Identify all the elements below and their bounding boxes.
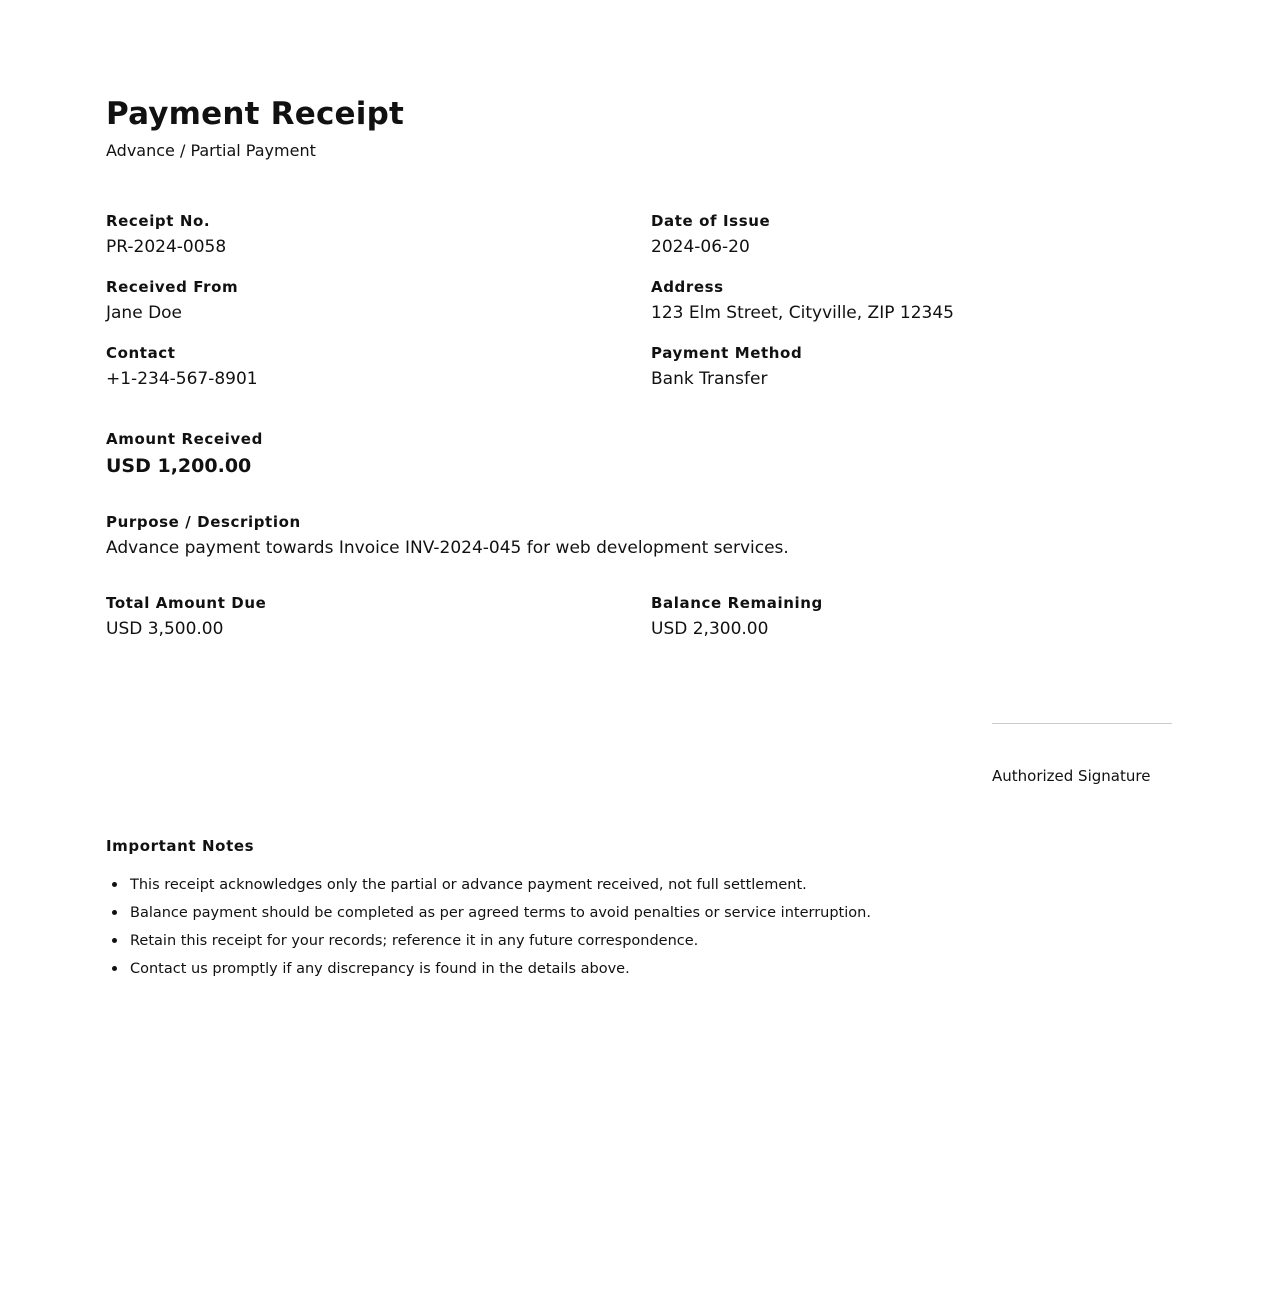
bullet-icon <box>112 966 117 971</box>
notes-title: Important Notes <box>106 837 255 855</box>
amount-received-field <box>106 429 263 477</box>
payment-method-label: Payment Method <box>651 344 803 362</box>
receipt-no-field <box>106 211 226 258</box>
note-text: Retain this receipt for your records; reference it in any future correspondence. <box>130 933 699 949</box>
note-text: This receipt acknowledges only the partial or advance payment received, not full settlement. <box>130 877 807 893</box>
purpose-value: Advance payment towards Invoice INV-2024-045 for web development services. <box>106 538 789 558</box>
note-item <box>130 930 871 958</box>
receipt-no-label: Receipt No. <box>106 212 211 230</box>
balance-remaining-field <box>651 593 823 640</box>
signature-line <box>992 723 1172 724</box>
receipt-no-value: PR-2024-0058 <box>106 237 227 257</box>
payment-method-field <box>651 343 802 390</box>
bullet-icon <box>112 882 117 887</box>
purpose-label: Purpose / Description <box>106 513 301 531</box>
note-text: Balance payment should be completed as per agreed terms to avoid penalties or service interruption. <box>130 905 871 921</box>
address-label: Address <box>651 278 724 296</box>
page-subtitle: Advance / Partial Payment <box>106 141 316 160</box>
purpose-field <box>106 512 789 559</box>
signature-label: Authorized Signature <box>992 767 1151 785</box>
received-from-value: Jane Doe <box>106 303 183 323</box>
balance-remaining-label: Balance Remaining <box>651 594 823 612</box>
note-item <box>130 958 871 986</box>
contact-field <box>106 343 258 390</box>
date-of-issue-value: 2024-06-20 <box>651 237 750 257</box>
date-of-issue-field <box>651 211 770 258</box>
note-item <box>130 874 871 902</box>
received-from-field <box>106 277 238 324</box>
amount-received-value: USD 1,200.00 <box>106 455 252 477</box>
address-field <box>651 277 954 324</box>
date-of-issue-label: Date of Issue <box>651 212 771 230</box>
received-from-label: Received From <box>106 278 239 296</box>
total-due-value: USD 3,500.00 <box>106 619 224 639</box>
total-due-label: Total Amount Due <box>106 594 267 612</box>
contact-value: +1-234-567-8901 <box>106 369 258 389</box>
total-due-field <box>106 593 266 640</box>
note-text: Contact us promptly if any discrepancy is found in the details above. <box>130 961 630 977</box>
note-item <box>130 902 871 930</box>
bullet-icon <box>112 938 117 943</box>
balance-remaining-value: USD 2,300.00 <box>651 619 769 639</box>
page-title: Payment Receipt <box>106 96 404 132</box>
notes-list <box>106 874 871 986</box>
payment-method-value: Bank Transfer <box>651 369 768 389</box>
address-value: 123 Elm Street, Cityville, ZIP 12345 <box>651 303 954 323</box>
amount-received-label: Amount Received <box>106 430 263 448</box>
contact-label: Contact <box>106 344 176 362</box>
bullet-icon <box>112 910 117 915</box>
